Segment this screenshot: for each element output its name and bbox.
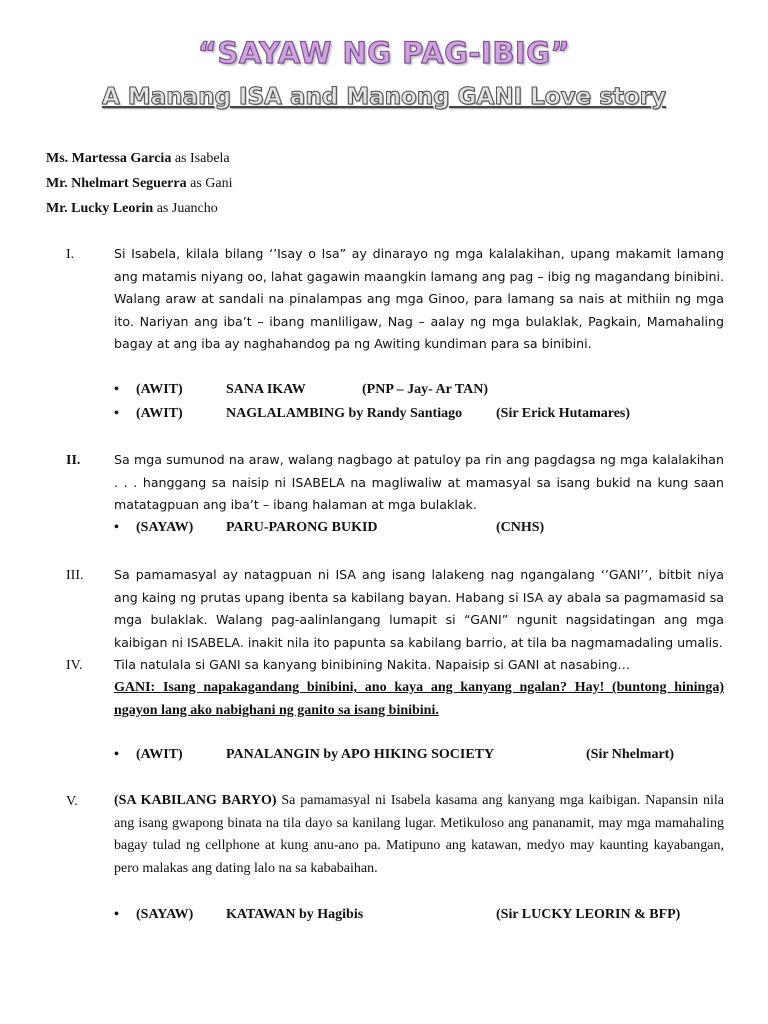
bullet-icon: • (114, 747, 119, 762)
cast-item (46, 196, 233, 221)
bullet-credit: (PNP – Jay- Ar TAN) (362, 382, 488, 397)
cast-name: Ms. Martessa Garcia (46, 151, 172, 166)
section-paragraph: Sa mga sumunod na araw, walang nagbago at patuloy pa rin ang pagdagsa ng mga kalalakihan . . . hanggang sa naisip ni ISABELA na magliwaliw at mamasyal sa isang bukid na kung saan matatagpuan ang iba’t – ibang halaman at mga bulaklak. (114, 452, 724, 513)
program-bullet (114, 907, 734, 929)
section-text: Sa pamamasyal ni Isabela kasama ang kanyang mga kaibigan. Napansin nila ang isang gwapong binata na tila dayo sa kanilang lugar. Metikuloso ang pananamit, may mga mamahaling bagay tulad ng cellphone at kung anu-ano pa. Matipuno ang katawan, medyo may kaunting kayabangan, pero malakas ang dating lalo na sa kababaihan. (114, 793, 724, 876)
section-lead: (SA KABILANG BARYO) (114, 793, 277, 808)
bullet-type: (AWIT) (136, 382, 183, 397)
bullet-credit: (CNHS) (496, 520, 545, 535)
section-paragraph (114, 790, 724, 880)
program-bullet (114, 382, 734, 404)
program-bullet (114, 520, 734, 542)
bullet-type: (SAYAW) (136, 520, 194, 535)
bullet-title: SANA IKAW (226, 382, 306, 397)
cast-role: as Juancho (156, 201, 218, 216)
bullet-icon: • (114, 382, 119, 397)
bullet-title: KATAWAN by Hagibis (226, 907, 364, 922)
bullet-credit: (Sir Nhelmart) (586, 747, 674, 762)
bullet-credit: (Sir Erick Hutamares) (496, 406, 631, 421)
section-paragraph: Tila natulala si GANI sa kanyang binibining Nakita. Napaisip si GANI at nasabing… (114, 657, 631, 672)
bullet-icon: • (114, 520, 119, 535)
section-number: I. (66, 247, 75, 262)
cast-name: Mr. Nhelmart Seguerra (46, 176, 187, 191)
bullet-type: (AWIT) (136, 747, 183, 762)
bullet-icon: • (114, 406, 119, 421)
section-number: IV. (66, 658, 83, 673)
cast-name: Mr. Lucky Leorin (46, 201, 154, 216)
cast-role: as Gani (190, 176, 233, 191)
cast-item (46, 146, 233, 171)
bullet-type: (AWIT) (136, 406, 183, 421)
section-number: II. (66, 453, 81, 468)
program-bullet (114, 406, 734, 428)
section-paragraph: Sa pamamasyal ay natagpuan ni ISA ang isang lalakeng nag ngangalang ‘’GANI’’, bitbit niya ang kaing ng prutas upang ibenta sa kabilang bayan. Habang si ISA ay abala sa pagmamasid sa mga bulaklak. Walang pag-aalinlangang lumapit si “GANI” ngunit nagsidatingan ang mga kaibigan ni ISABELA. inakit nila ito papunta sa kabilang barrio, at tila ba nagmamadaling umalis. (114, 567, 724, 650)
bullet-credit: (Sir LUCKY LEORIN & BFP) (496, 907, 681, 922)
bullet-type: (SAYAW) (136, 907, 194, 922)
document-title: “SAYAW NG PAG-IBIG” (197, 36, 571, 70)
bullet-icon: • (114, 907, 119, 922)
cast-role: as Isabela (174, 151, 230, 166)
bullet-title: PARU-PARONG BUKID (226, 520, 378, 535)
cast-list (46, 146, 233, 221)
section-paragraph: Si Isabela, kilala bilang ‘’Isay o Isa” ay dinarayo ng mga kalalakihan, upang makamit lamang ang matamis niyang oo, lahat gagawin maangkin lamang ang pag – ibig ng magandang binibini. Walang araw at sandali na pinalampas ang mga Ginoo, para lamang sa nais at mithiin ng mga ito. Nariyan ang iba’t – ibang manliligaw, Nag – aalay ng mga bulaklak, Pagkain, Mamahaling bagay at ang iba ay naghahandog pa ng Awiting kundiman para sa binibini. (114, 246, 724, 352)
bullet-title: PANALANGIN by APO HIKING SOCIETY (226, 747, 495, 762)
cast-item (46, 171, 233, 196)
document-subtitle: A Manang ISA and Manong GANI Love story (101, 84, 667, 110)
gani-dialogue: GANI: Isang napakagandang binibini, ano kaya ang kanyang ngalan? Hay! (buntong hininga) ngayon lang ako nabighani ng ganito sa isang binibini. (114, 680, 724, 718)
section-number: V. (66, 794, 78, 809)
bullet-title: NAGLALAMBING by Randy Santiago (226, 406, 463, 421)
section-number: III. (66, 568, 84, 583)
program-bullet (114, 747, 734, 769)
